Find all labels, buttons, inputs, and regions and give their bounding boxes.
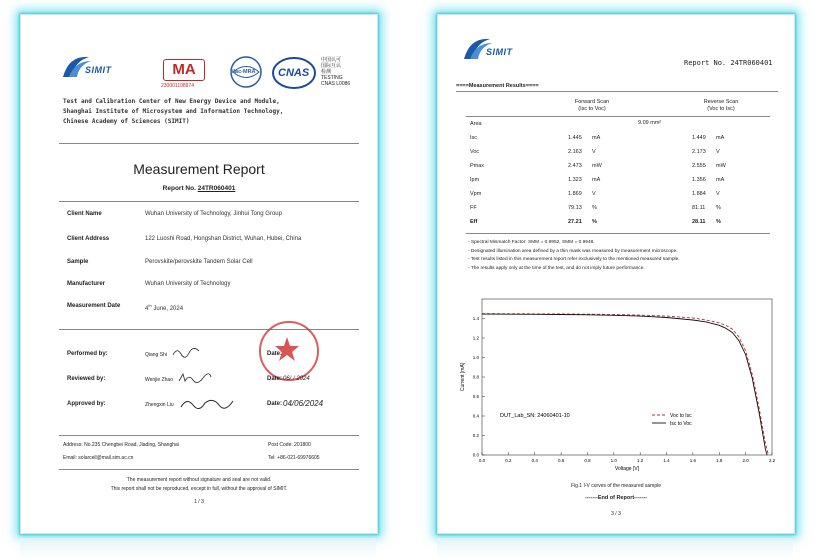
x-tick-label: 0.8 xyxy=(584,458,591,463)
forward-value: 1.323 xyxy=(568,177,582,183)
date-value: 04/06/2024 xyxy=(283,399,324,408)
table-row xyxy=(466,163,770,175)
y-tick-label: 0.4 xyxy=(472,413,479,419)
unit: mW xyxy=(716,163,726,169)
x-tick-label: 0.2 xyxy=(505,458,512,463)
report-page-3 xyxy=(437,14,795,534)
param-name: Ipm xyxy=(470,177,480,183)
area-value: 9.09 mm² xyxy=(638,120,662,126)
simit-logo xyxy=(460,33,520,63)
email-value: solarcell@mail.sim.ac.cn xyxy=(78,455,134,461)
cnas-line: 国际互认 xyxy=(321,63,342,69)
ilac-mra-label: ilac-MRA xyxy=(232,69,256,75)
legend-label: Isc to Voc xyxy=(670,420,692,427)
report-number-label: Report No. xyxy=(162,185,196,192)
legend-label: Voc to Isc xyxy=(670,412,692,419)
unit: % xyxy=(716,205,721,211)
x-tick-label: 1.2 xyxy=(637,458,644,463)
cnas-text: CNAS xyxy=(278,67,310,79)
unit: V xyxy=(592,191,596,197)
address-label: Address: xyxy=(63,442,83,448)
unit: V xyxy=(592,149,596,155)
notes-block xyxy=(468,239,778,273)
field-value: Wuhan University of Technology, Jinhui Tong Group xyxy=(145,211,282,217)
org-line: Test and Calibration Center of New Energy Device and Module, xyxy=(63,98,280,105)
field-label: Client Address xyxy=(67,236,110,242)
column-header: Forward Scan (Isc to Voc) xyxy=(574,99,610,112)
field-value: Wuhan University of Technology xyxy=(145,281,231,287)
cma-number: 230001108974 xyxy=(161,83,194,89)
signer-name: Zhengxin Liu xyxy=(145,402,174,408)
footer-note: The measurement report without signature and seal are not valid. xyxy=(126,477,272,483)
forward-value: 27.21 xyxy=(568,219,582,225)
signature-label: Reviewed by: xyxy=(67,376,106,382)
y-tick-label: 1.4 xyxy=(472,316,479,321)
area-label: Area xyxy=(470,121,482,127)
unit: V xyxy=(716,191,720,197)
address-value: No.235 Chengbei Road, Jiading, Shanghai xyxy=(84,442,179,448)
simit-logo-text: SIMIT xyxy=(486,47,513,57)
unit: % xyxy=(716,219,721,225)
cnas-logo xyxy=(271,55,357,91)
reverse-value: 28.11 xyxy=(692,219,706,225)
date-label: Date: xyxy=(267,351,283,357)
date-label: Date: xyxy=(267,401,283,407)
page-reflection xyxy=(20,538,376,560)
reverse-value: 2.555 xyxy=(692,163,706,169)
x-tick-label: 2.0 xyxy=(742,458,749,463)
post-code-value: 201800 xyxy=(294,442,311,448)
signature-row xyxy=(67,401,367,415)
x-tick-label: 1.4 xyxy=(663,458,670,463)
unit: mA xyxy=(716,135,725,141)
cnas-line: 中国认可 xyxy=(321,57,342,63)
table-row xyxy=(466,219,770,231)
report-number xyxy=(684,59,773,67)
y-tick-label: 1.0 xyxy=(472,355,479,360)
forward-value: 2.473 xyxy=(568,163,582,169)
page-number: 3 / 3 xyxy=(611,511,621,517)
field-label: Measurement Date xyxy=(67,303,121,309)
param-name: Eff xyxy=(470,219,478,225)
organization-block xyxy=(63,97,283,127)
org-line: Chinese Academy of Sciences (SIMIT) xyxy=(63,118,190,125)
table-row xyxy=(466,149,770,161)
simit-logo-text: SIMIT xyxy=(85,65,112,75)
signature-row xyxy=(67,376,367,390)
note-line: - Test results listed in this measurement report refer exclusively to the mentioned measured sample. xyxy=(468,257,680,262)
table-row xyxy=(466,177,770,189)
field-label: Sample xyxy=(67,259,89,265)
unit: V xyxy=(716,149,720,155)
forward-value: 79.13 xyxy=(568,205,582,211)
cnas-line: TESTING xyxy=(321,75,343,81)
x-tick-label: 0.0 xyxy=(478,458,486,463)
y-tick-label: 0.8 xyxy=(472,374,479,380)
unit: % xyxy=(592,205,597,211)
table-row xyxy=(466,205,770,217)
org-line: Shanghai Institute of Microsystem and Information Technology, xyxy=(63,108,284,115)
param-name: Vpm xyxy=(470,191,482,197)
report-number-value: 24TR060401 xyxy=(730,59,773,67)
ilac-mra-logo xyxy=(229,55,263,89)
series-line-voc-to-isc xyxy=(482,314,768,455)
forward-value: 2.163 xyxy=(568,149,582,155)
page-number: 1 / 3 xyxy=(194,499,204,505)
report-number-label: Report No. xyxy=(684,59,727,67)
handwritten-signature xyxy=(177,372,213,384)
figure-caption: Fig.1 I-V curves of the measured sample xyxy=(570,483,662,489)
table-row xyxy=(466,191,770,203)
y-axis-label: Current [mA] xyxy=(460,362,466,392)
forward-value: 1.869 xyxy=(568,191,582,197)
reverse-value: 1.356 xyxy=(692,177,706,183)
param-name: Isc xyxy=(470,135,478,141)
table-row xyxy=(466,135,770,147)
results-table xyxy=(466,95,770,253)
x-axis-label: Voltage [V] xyxy=(614,466,640,472)
reverse-value: 81.11 xyxy=(692,205,706,211)
plot-frame xyxy=(482,299,772,455)
field-value: 122 Luoshi Road, Hongshan District, Wuhan, Hubei, China xyxy=(145,236,302,242)
signer-name: Wenjie Zhao xyxy=(145,377,173,383)
series-line-isc-to-voc xyxy=(482,314,767,455)
field-value: Perovskite/perovskite Tandem Solar Cell xyxy=(145,259,253,265)
handwritten-signature xyxy=(171,347,201,359)
iv-curve-chart xyxy=(456,291,786,481)
reverse-value: 1.884 xyxy=(692,191,706,197)
contact-block xyxy=(63,442,363,464)
cma-logo xyxy=(161,59,205,89)
signature-label: Approved by: xyxy=(67,401,106,407)
report-page-1 xyxy=(20,14,378,534)
param-name: FF xyxy=(470,205,477,211)
date-label: Date: xyxy=(267,376,283,382)
x-tick-label: 1.8 xyxy=(716,458,723,463)
reverse-value: 2.173 xyxy=(692,149,706,155)
signature-row xyxy=(67,351,367,365)
unit: mA xyxy=(716,177,725,183)
tel-value: +86-021-69976605 xyxy=(277,455,320,461)
y-tick-label: 1.2 xyxy=(472,335,479,341)
unit: mW xyxy=(592,163,602,169)
handwritten-signature xyxy=(179,395,235,411)
x-tick-label: 1.0 xyxy=(610,458,617,463)
email-label: Email: xyxy=(63,455,77,461)
page-reflection xyxy=(437,538,793,560)
cnas-line: CNAS L0086 xyxy=(321,81,351,87)
x-tick-label: 2.2 xyxy=(768,458,776,463)
footer-note: This report shall not be reproduced, except in full, without the approval of SIMIT. xyxy=(110,486,288,492)
y-tick-label: 0.0 xyxy=(472,452,479,458)
page-title: Measurement Report xyxy=(133,161,265,177)
unit: mA xyxy=(592,177,601,183)
y-tick-label: 0.6 xyxy=(472,394,479,399)
report-number xyxy=(21,185,377,192)
section-title: ====Measurement Results==== xyxy=(456,83,539,89)
note-line: - Spectral Mismatch Factor: SMM = 0.9952, SMM = 0.9948. xyxy=(468,240,595,245)
dut-label: DUT_Lab_SN: 24060401-10 xyxy=(500,413,570,419)
column-header: Reverse Scan (Voc to Isc) xyxy=(703,99,739,112)
forward-value: 1.445 xyxy=(568,135,582,141)
post-code-label: Post Code: xyxy=(268,442,293,448)
note-line: - Designated illumination area defined by a thin mask was measured by measurement microscope. xyxy=(468,248,678,254)
field-label: Client Name xyxy=(67,211,102,217)
note-line: - The results apply only at the time of the test, and do not imply future performance. xyxy=(468,265,645,271)
signer-name: Qiang Shi xyxy=(145,352,167,358)
cnas-line: 检测 xyxy=(321,69,332,75)
field-label: Manufacturer xyxy=(67,281,106,287)
end-of-report: -------End of Report------- xyxy=(585,495,647,501)
date-value: 06/ / 2024 xyxy=(283,376,310,382)
cma-mark: MA xyxy=(163,59,205,81)
field-value: 4th June, 2024 xyxy=(145,303,184,312)
x-tick-label: 0.4 xyxy=(531,458,538,463)
reverse-value: 1.449 xyxy=(692,135,706,141)
simit-logo xyxy=(59,51,119,81)
x-tick-label: 0.6 xyxy=(557,458,565,463)
y-tick-label: 0.2 xyxy=(472,433,479,438)
unit: mA xyxy=(592,135,601,141)
param-name: Voc xyxy=(470,149,480,155)
unit: % xyxy=(592,219,597,225)
report-number-value: 24TR060401 xyxy=(197,185,236,192)
signature-label: Performed by: xyxy=(67,351,108,357)
tel-label: Tel: xyxy=(268,455,276,461)
x-tick-label: 1.6 xyxy=(689,458,697,463)
param-name: Pmax xyxy=(470,163,485,169)
